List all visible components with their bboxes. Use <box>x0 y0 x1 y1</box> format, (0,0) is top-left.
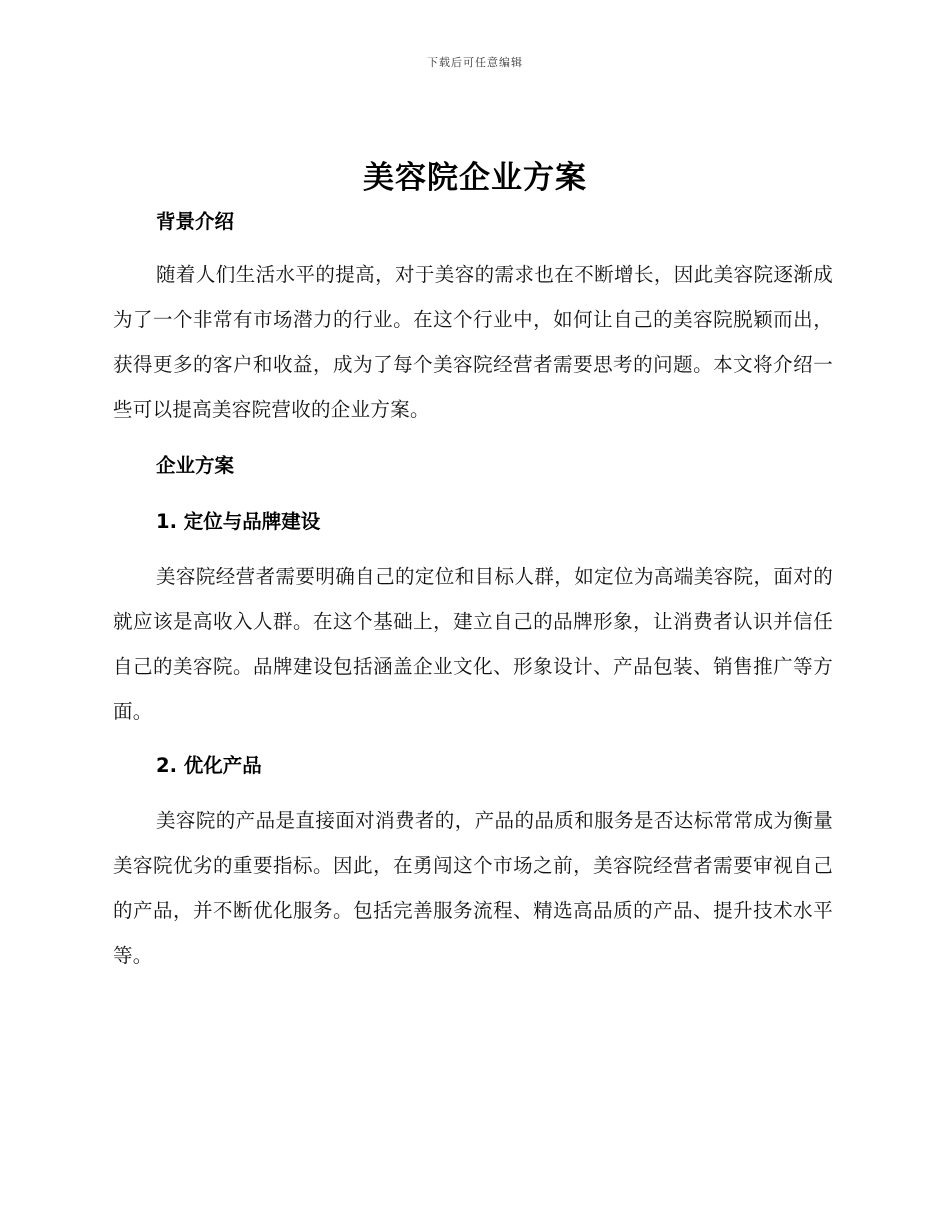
section-heading-enterprise-plan: 企业方案 <box>156 454 235 477</box>
page-header-note: 下载后可任意编辑 <box>427 56 523 69</box>
document-title: 美容院企业方案 <box>363 160 587 196</box>
paragraph-optimize-products: 美容院的产品是直接面对消费者的，产品的品质和服务是否达标常常成为衡量美容院优劣的重要指标。因此，在勇闯这个市场之前，美容院经营者需要审视自己的产品，并不断优化服务。包括完善服务流程、精选高品质的产品、提升技术水平等。 <box>113 809 833 967</box>
section-heading-background: 背景介绍 <box>156 210 235 233</box>
subsection-heading-positioning: 1. 定位与品牌建设 <box>156 510 321 533</box>
paragraph-background: 随着人们生活水平的提高，对于美容的需求也在不断增长，因此美容院逐渐成为了一个非常有市场潜力的行业。在这个行业中，如何让自己的美容院脱颖而出，获得更多的客户和收益，成为了每个美容院经营者需要思考的问题。本文将介绍一些可以提高美容院营收的企业方案。 <box>113 263 833 421</box>
subsection-heading-optimize-products: 2. 优化产品 <box>156 754 262 777</box>
document-body <box>113 200 833 978</box>
paragraph-positioning: 美容院经营者需要明确自己的定位和目标人群，如定位为高端美容院，面对的就应该是高收入人群。在这个基础上，建立自己的品牌形象，让消费者认识并信任自己的美容院。品牌建设包括涵盖企业文化、形象设计、产品包装、销售推广等方面。 <box>113 565 833 723</box>
